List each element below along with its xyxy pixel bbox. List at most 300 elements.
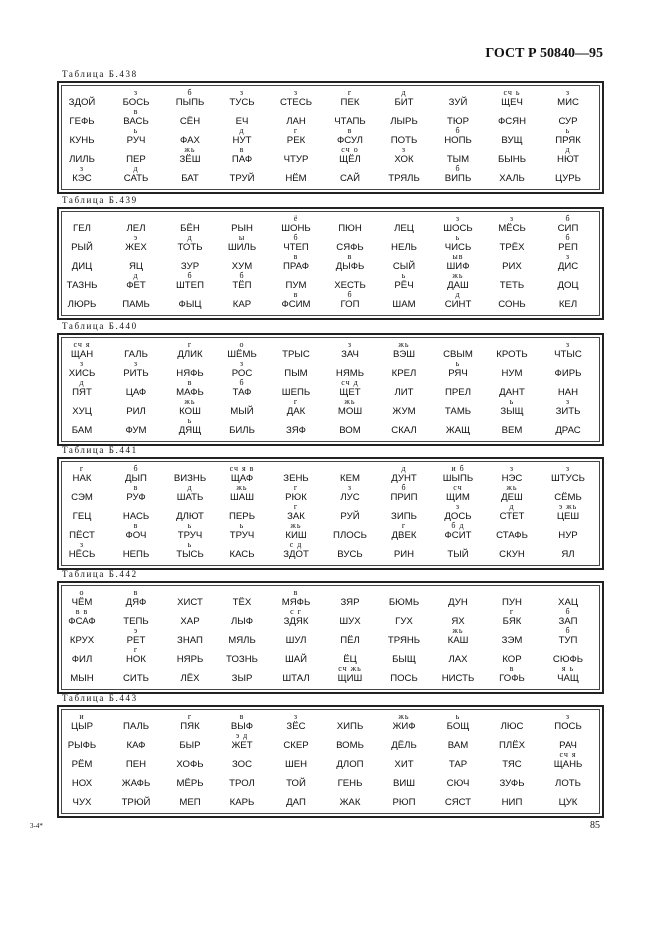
word: СЮЧ [446,778,470,789]
phonetic-mark [269,465,323,473]
table-cell [109,541,163,560]
word: КОР [502,654,522,665]
phonetic-mark [541,379,595,387]
word: ХЕСТЬ [334,280,366,291]
table-cell [163,608,217,627]
phonetic-mark [55,234,109,242]
table-cell [377,732,431,751]
word: БЮМЬ [388,597,420,608]
table-cell [377,627,431,646]
phonetic-mark: в в [75,607,89,616]
table-cell [377,646,431,665]
table-cell [55,234,109,253]
phonetic-mark: в [187,378,193,387]
table-cell [431,272,485,291]
phonetic-mark: в [133,588,139,597]
table-cell [109,503,163,522]
word: ТОТЬ [177,242,203,253]
table-cell [431,398,485,417]
word: ЩЁЛ [339,154,361,165]
table-cell [323,127,377,146]
word: ФСУЛ [337,135,363,146]
table-cell [485,108,539,127]
table-cell [541,146,595,165]
word: ПАФ [231,154,253,165]
table-row [59,341,602,360]
phonetic-mark [541,272,595,280]
word: ШЕПЬ [281,387,311,398]
table-cell [323,627,377,646]
phonetic-mark: ы [238,233,246,242]
phonetic-mark [163,789,217,797]
table-cell [109,360,163,379]
phonetic-mark [541,108,595,116]
table-cell [377,522,431,541]
phonetic-mark: ыв [452,252,464,261]
phonetic-mark [215,503,269,511]
table-cell [431,360,485,379]
phonetic-mark: сч я [73,340,91,349]
word: ВОМЬ [336,740,364,751]
word: ШЕН [284,759,308,770]
table-cell [377,165,431,184]
word: ХОК [394,154,414,165]
word: ПЯК [180,721,200,732]
word: ЦАФ [125,387,147,398]
word: ШЁМЬ [227,349,257,360]
table-cell [485,541,539,560]
table-cell [109,272,163,291]
word: РУФ [126,492,146,503]
phonetic-mark [55,627,109,635]
table-cell [377,665,431,684]
phonetic-mark [377,541,431,549]
table-cell [323,751,377,770]
table-cell [431,751,485,770]
phonetic-mark [431,646,485,654]
word: ЗАП [558,616,578,627]
table-cell [323,379,377,398]
table-cell [377,751,431,770]
word: ФУМ [125,425,147,436]
table-cell [109,379,163,398]
table-cell [377,789,431,808]
word: РИТЬ [123,368,149,379]
phonetic-mark [269,665,323,673]
word: ФАХ [180,135,200,146]
word: НАК [72,473,92,484]
word: ГЕЛ [73,223,91,234]
table-cell [323,665,377,684]
word: СЯСТ [444,797,472,808]
table-cell [485,751,539,770]
word: ПОСЬ [390,673,418,684]
word: ЗИПЬ [391,511,417,522]
table-row [59,417,602,436]
table-cell [269,751,323,770]
phonetic-mark: з [239,359,245,368]
phonetic-mark [55,127,109,135]
phonetic-mark [55,215,109,223]
word: НИП [501,797,523,808]
table-row [59,541,602,560]
table-cell [163,417,217,436]
table-cell [377,379,431,398]
table-caption: Таблица Б.443 [62,693,138,703]
table-cell [431,108,485,127]
word: ХАЛЬ [499,173,525,184]
table-cell [541,127,595,146]
phonetic-mark [55,522,109,530]
table-cell [269,484,323,503]
table-cell [377,108,431,127]
table-cell [323,732,377,751]
word: БЫНЬ [497,154,526,165]
table-cell [269,589,323,608]
phonetic-mark: жь [184,145,196,154]
table-cell [55,770,109,789]
word: РЕТ [126,635,146,646]
table-cell [269,789,323,808]
word: СКЕР [283,740,309,751]
phonetic-mark [377,253,431,261]
word: ПРЕЛ [445,387,471,398]
word: СУР [558,116,578,127]
table-cell [431,484,485,503]
table-cell [55,522,109,541]
word: ШТУСЬ [551,473,585,484]
phonetic-mark: в [347,252,353,261]
word: ТРЯНЬ [387,635,421,646]
phonetic-mark: ь [401,271,407,280]
word: ТЮР [447,116,469,127]
table-cell [323,146,377,165]
word: МЯЛЬ [228,635,256,646]
phonetic-mark [55,398,109,406]
word: НЁМ [285,173,307,184]
phonetic-mark: д [455,290,461,299]
table-cell [55,341,109,360]
word: ТЫМ [446,154,470,165]
phonetic-mark: з [79,164,85,173]
table-cell [323,165,377,184]
table-cell [215,646,269,665]
word: СЯФЬ [336,242,364,253]
table-cell [163,770,217,789]
table-cell [485,215,539,234]
table-cell [485,341,539,360]
table-cell [485,127,539,146]
word: ПЕРЬ [229,511,255,522]
phonetic-mark [485,379,539,387]
table-cell [431,732,485,751]
word: РЫН [231,223,253,234]
word: ТЁП [232,280,252,291]
table-cell [163,291,217,310]
phonetic-mark [377,360,431,368]
table-cell [163,465,217,484]
table-cell [109,732,163,751]
phonetic-mark: ь [133,126,139,135]
phonetic-mark: б [133,464,139,473]
table-cell [269,465,323,484]
table-cell [55,108,109,127]
word: НЁСЬ [68,549,96,560]
phonetic-mark [541,646,595,654]
phonetic-mark [377,751,431,759]
phonetic-mark [163,215,217,223]
table-cell [431,379,485,398]
word: ЩАНЬ [553,759,583,770]
phonetic-mark [377,417,431,425]
table-cell [163,341,217,360]
phonetic-mark: з [293,712,299,721]
phonetic-mark: з [565,340,571,349]
word: СТАФЬ [496,530,528,541]
phonetic-mark: жь [452,271,464,280]
table-cell [109,398,163,417]
word: ТРУЧ [229,530,255,541]
table-cell [215,751,269,770]
word: БЫР [179,740,201,751]
table-cell [431,589,485,608]
phonetic-mark: в [293,252,299,261]
word: ПЕН [125,759,147,770]
phonetic-mark [269,146,323,154]
table-row [59,589,602,608]
word: СИТЬ [123,673,149,684]
table-row [59,215,602,234]
table-cell [163,646,217,665]
table-cell [215,770,269,789]
word: НЕПЬ [122,549,150,560]
word: ЛЫФ [230,616,254,627]
table-cell [215,234,269,253]
table-cell [485,165,539,184]
word: ЗАЧ [341,349,359,360]
word: НУМ [501,368,523,379]
phonetic-mark [269,379,323,387]
table-cell [109,215,163,234]
table-cell [323,398,377,417]
phonetic-mark [269,732,323,740]
phonetic-mark [163,589,217,597]
word: ШУХ [339,616,361,627]
table-cell [215,215,269,234]
phonetic-mark: э жь [558,502,578,511]
word: РОС [231,368,253,379]
phonetic-mark [485,291,539,299]
table-cell [485,234,539,253]
phonetic-mark [163,665,217,673]
table-cell [55,89,109,108]
phonetic-mark [323,108,377,116]
word: МИС [557,97,579,108]
phonetic-mark [215,215,269,223]
table-cell [163,541,217,560]
word: ПЕР [126,154,146,165]
table-cell [55,146,109,165]
phonetic-mark [485,589,539,597]
phonetic-mark [323,417,377,425]
word: ПРАФ [282,261,310,272]
word: САТЬ [123,173,149,184]
phonetic-mark [377,503,431,511]
table-cell [323,713,377,732]
phonetic-mark [485,770,539,778]
word: ЦЕШ [556,511,580,522]
phonetic-mark: жь [184,397,196,406]
word: ГАЛЬ [124,349,148,360]
table-cell [541,465,595,484]
word: ДЯЩ [178,425,202,436]
phonetic-mark: з [239,88,245,97]
table-cell [215,165,269,184]
table-cell [541,608,595,627]
phonetic-mark: г [293,502,299,511]
word: КЕМ [340,473,360,484]
phonetic-mark [485,341,539,349]
word: ШИФ [446,261,470,272]
table-row [59,627,602,646]
phonetic-mark [431,770,485,778]
phonetic-mark: д [565,145,571,154]
table-cell [269,627,323,646]
word: БЫЩ [392,654,416,665]
word: КИШ [285,530,307,541]
table-cell [269,732,323,751]
word: ТЁХ [232,597,252,608]
word: СЭМ [71,492,93,503]
table-row [59,253,602,272]
table-cell [109,165,163,184]
word: МЕП [179,797,201,808]
word: ФИРЬ [554,368,582,379]
phonetic-mark [55,253,109,261]
word: ВУЩ [501,135,523,146]
word: ДЛИК [177,349,203,360]
phonetic-mark: з [565,464,571,473]
word: ПРИП [390,492,418,503]
phonetic-mark: з [401,145,407,154]
word: ТЯС [502,759,522,770]
word: ХУЦ [72,406,92,417]
table-cell [377,503,431,522]
phonetic-mark [485,732,539,740]
phonetic-mark: в [239,712,245,721]
phonetic-mark: э [133,626,139,635]
word: ПЫМ [284,368,308,379]
word: ЛАХ [448,654,468,665]
table-cell [55,360,109,379]
table-cell [109,234,163,253]
table-cell [541,341,595,360]
table-row [59,89,602,108]
table-row [59,360,602,379]
table-row [59,484,602,503]
table-cell [215,108,269,127]
word: ФЕТ [126,280,146,291]
table-cell [269,272,323,291]
word: КЕЛ [558,299,578,310]
phonetic-mark: о [79,588,85,597]
word: ДЫФЬ [335,261,365,272]
phonetic-mark [163,465,217,473]
table-cell [323,234,377,253]
phonetic-mark: з [347,483,353,492]
word: ЩАФ [230,473,254,484]
word: ЗУР [180,261,200,272]
phonetic-mark [431,341,485,349]
word: ЗЯФ [286,425,306,436]
table-cell [323,503,377,522]
word: БЯК [502,616,522,627]
phonetic-mark [163,108,217,116]
phonetic-mark [485,146,539,154]
table-row [59,503,602,522]
word: ДРАС [555,425,581,436]
word: БАМ [71,425,93,436]
table-cell [541,360,595,379]
word: ЯХ [451,616,465,627]
table-cell [431,341,485,360]
phonetic-mark [55,108,109,116]
table-cell [377,417,431,436]
table-cell [55,751,109,770]
phonetic-mark: б [565,233,571,242]
phonetic-mark [109,215,163,223]
table-cell [541,665,595,684]
word: ЛЮРЬ [67,299,97,310]
table-cell [323,589,377,608]
phonetic-mark [163,127,217,135]
table-cell [485,503,539,522]
phonetic-mark [269,272,323,280]
phonetic-mark [377,291,431,299]
table-cell [431,503,485,522]
table-cell [541,165,595,184]
phonetic-mark [55,484,109,492]
phonetic-mark [377,589,431,597]
word: ЗУЙ [448,97,468,108]
phonetic-mark: г [187,712,193,721]
phonetic-mark: г [187,340,193,349]
word: ЗЫР [231,673,253,684]
table-cell [109,789,163,808]
word: ШТЕП [176,280,204,291]
word: ТРЮЙ [121,797,151,808]
table-cell [541,89,595,108]
phonetic-mark [541,589,595,597]
phonetic-mark [163,360,217,368]
word: ПАЛЬ [122,721,150,732]
table-cell [541,713,595,732]
word: КАШ [447,635,469,646]
table-cell [431,465,485,484]
word: КРУХ [69,635,95,646]
table-cell [485,484,539,503]
table-cell [323,484,377,503]
word: МЫН [70,673,94,684]
phonetic-mark [485,417,539,425]
table-caption: Таблица Б.441 [62,445,138,455]
table-row [59,770,602,789]
word: ЛЫРЬ [390,116,418,127]
table-cell [215,484,269,503]
phonetic-mark: ь [455,359,461,368]
word: НАН [557,387,579,398]
word: ПЛОСЬ [333,530,367,541]
